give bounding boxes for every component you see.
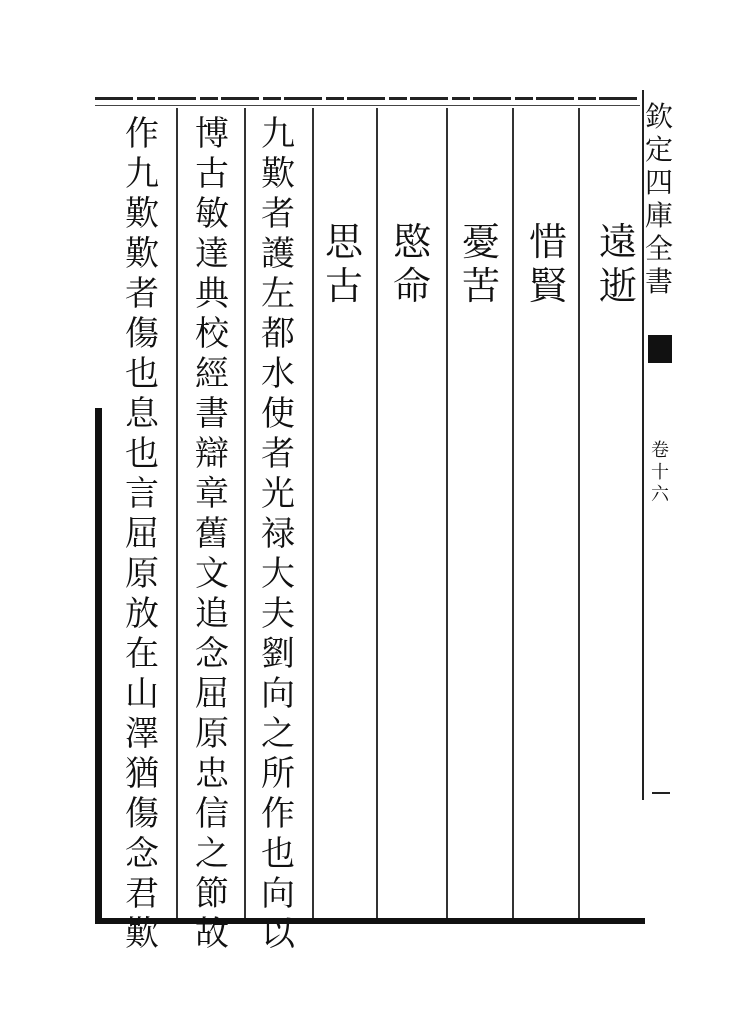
section-title-sigu: 思 古 [324,220,363,308]
top-frame-rule [95,97,640,100]
column-divider [244,108,246,918]
column-divider [312,108,314,918]
section-title-youku: 憂 苦 [461,220,500,308]
section-title-xixian: 惜 賢 [528,220,567,308]
top-frame-inner-rule [95,105,640,106]
column-divider [578,108,580,918]
book-title: 欽 定 四 庫 全 書 [644,100,673,298]
fishtail-mark [648,335,672,363]
column-divider [376,108,378,918]
column-divider [176,108,178,918]
column-divider [512,108,514,918]
commentary-line-2: 博 古 敏 達 典 校 經 書 辯 章 舊 文 追 念 屈 原 忠 信 之 節 故 [195,114,229,954]
section-title-yuanshi: 遠 逝 [598,220,637,308]
commentary-line-1: 九 歎 者 護 左 都 水 使 者 光 禄 大 夫 劉 向 之 所 作 也 向 以 [261,114,295,954]
section-title-minming: 愍 命 [392,220,431,308]
column-divider [446,108,448,918]
side-tick-mark [652,792,670,794]
left-frame-border [95,408,102,924]
commentary-line-3: 作 九 歎 歎 者 傷 也 息 也 言 屈 原 放 在 山 澤 猶 傷 念 君 歎 [125,114,159,954]
volume-label: 卷 十 六 [651,440,669,505]
bottom-frame-rule [97,918,645,924]
